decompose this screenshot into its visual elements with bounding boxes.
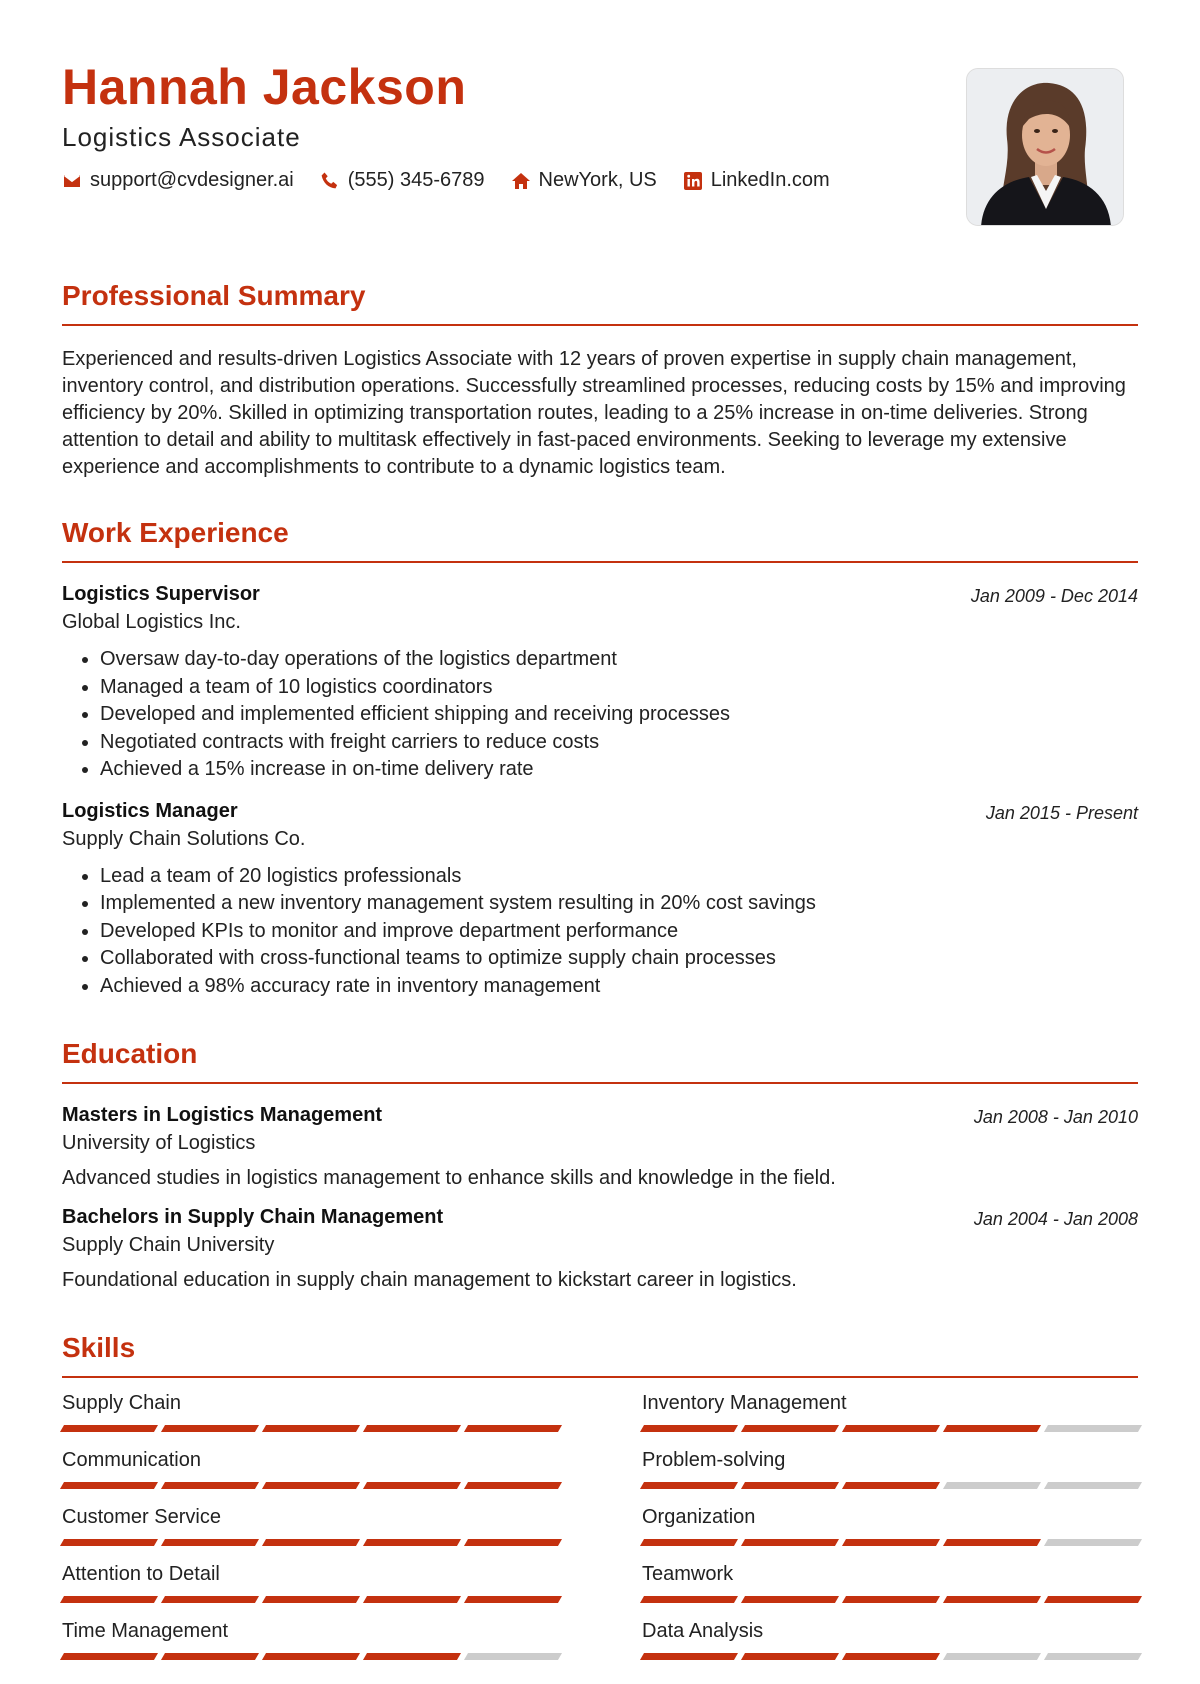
skill-segment-filled	[262, 1653, 360, 1660]
skill-segment-filled	[161, 1653, 259, 1660]
skills-grid	[62, 1392, 1138, 1677]
skill-segment-filled	[363, 1425, 461, 1432]
phone-icon	[320, 171, 340, 191]
skill-segment-filled	[60, 1539, 158, 1546]
skill-segment-empty	[943, 1653, 1041, 1660]
contact-phone[interactable]	[320, 169, 485, 192]
skill-item	[642, 1506, 1147, 1563]
skill-segment-filled	[464, 1425, 562, 1432]
skill-segment-filled	[842, 1482, 940, 1489]
skill-name: Teamwork	[642, 1563, 734, 1585]
skill-segment-filled	[363, 1482, 461, 1489]
education-entry	[62, 1104, 1138, 1190]
skill-item	[642, 1392, 1147, 1449]
skill-segment-empty	[1044, 1425, 1142, 1432]
skill-segment-filled	[943, 1596, 1041, 1603]
candidate-name: Hannah Jackson	[62, 59, 467, 115]
job-company: Supply Chain Solutions Co.	[62, 827, 306, 850]
linkedin-text: LinkedIn.com	[710, 169, 830, 191]
profile-photo	[966, 68, 1124, 226]
skill-segment-filled	[161, 1539, 259, 1546]
education-entry	[62, 1206, 1138, 1292]
contact-location	[511, 169, 657, 192]
skill-rating-bar	[642, 1482, 1147, 1489]
job-bullet: • Developed KPIs to monitor and improve department performance	[100, 918, 1138, 946]
skill-item	[62, 1563, 567, 1620]
contact-linkedin[interactable]	[683, 169, 830, 192]
skill-segment-filled	[363, 1596, 461, 1603]
skill-rating-bar	[642, 1596, 1147, 1603]
job-bullet: • Collaborated with cross-functional teams to optimize supply chain processes	[100, 945, 1138, 973]
job-bullet: • Developed and implemented efficient shipping and receiving processes	[100, 701, 1138, 729]
skill-segment-filled	[60, 1482, 158, 1489]
skill-segment-filled	[161, 1482, 259, 1489]
portrait-image	[967, 69, 1124, 226]
education-dates: Jan 2008 - Jan 2010	[973, 1107, 1138, 1127]
skill-item	[62, 1449, 567, 1506]
envelope-icon	[62, 171, 82, 191]
skill-rating-bar	[62, 1539, 567, 1546]
skill-segment-filled	[640, 1539, 738, 1546]
job-bullet: • Oversaw day-to-day operations of the logistics department	[100, 646, 1138, 674]
job-role: Logistics Supervisor	[62, 583, 260, 605]
skill-segment-filled	[943, 1539, 1041, 1546]
skill-segment-empty	[943, 1482, 1041, 1489]
job-company: Global Logistics Inc.	[62, 611, 241, 633]
skill-segment-filled	[464, 1596, 562, 1603]
job-entry	[62, 583, 1138, 784]
skill-item	[62, 1392, 567, 1449]
skill-segment-empty	[464, 1653, 562, 1660]
skill-segment-filled	[741, 1596, 839, 1603]
skill-segment-filled	[741, 1482, 839, 1489]
skill-segment-filled	[842, 1425, 940, 1432]
summary-heading: Professional Summary	[62, 280, 1138, 326]
linkedin-icon	[683, 171, 703, 191]
education-description: Foundational education in supply chain management to kickstart career in logistics.	[62, 1269, 797, 1291]
skill-rating-bar	[62, 1425, 567, 1432]
skill-name: Organization	[642, 1506, 756, 1528]
job-bullets	[62, 863, 1138, 1001]
skill-segment-filled	[262, 1482, 360, 1489]
education-dates: Jan 2004 - Jan 2008	[973, 1209, 1138, 1229]
skill-segment-filled	[943, 1425, 1041, 1432]
skill-name: Communication	[62, 1449, 201, 1471]
skill-segment-empty	[1044, 1653, 1142, 1660]
job-bullet: • Negotiated contracts with freight carriers to reduce costs	[100, 729, 1138, 757]
skill-rating-bar	[642, 1653, 1147, 1660]
degree-name: Bachelors in Supply Chain Management	[62, 1206, 444, 1228]
home-icon	[511, 171, 531, 191]
skill-item	[642, 1620, 1147, 1677]
job-bullet: • Lead a team of 20 logistics professionals	[100, 863, 1138, 891]
skill-segment-filled	[741, 1539, 839, 1546]
skill-segment-filled	[1044, 1596, 1142, 1603]
skill-segment-filled	[640, 1653, 738, 1660]
skill-rating-bar	[62, 1653, 567, 1660]
skill-segment-filled	[161, 1596, 259, 1603]
skill-segment-filled	[741, 1425, 839, 1432]
skills-section	[62, 1332, 1138, 1677]
job-bullets	[62, 646, 1138, 784]
education-section	[62, 1038, 1138, 1292]
skill-rating-bar	[642, 1425, 1147, 1432]
school-name: University of Logistics	[62, 1132, 256, 1154]
skill-segment-filled	[464, 1482, 562, 1489]
skills-heading: Skills	[62, 1332, 1138, 1378]
skill-segment-filled	[161, 1425, 259, 1432]
skill-name: Supply Chain	[62, 1392, 181, 1414]
skill-segment-filled	[640, 1596, 738, 1603]
skill-name: Time Management	[62, 1620, 228, 1642]
resume-header	[62, 59, 1138, 242]
skill-segment-filled	[262, 1539, 360, 1546]
education-heading: Education	[62, 1038, 1138, 1084]
skill-segment-filled	[842, 1596, 940, 1603]
job-bullet: • Implemented a new inventory management system resulting in 20% cost savings	[100, 890, 1138, 918]
degree-name: Masters in Logistics Management	[62, 1104, 383, 1126]
skill-item	[642, 1449, 1147, 1506]
job-role: Logistics Manager	[62, 799, 238, 822]
job-entry	[62, 800, 1138, 1001]
skill-segment-filled	[60, 1425, 158, 1432]
summary-text: Experienced and results-driven Logistics Associate with 12 years of proven expertise in supply chain management, inventory control, and distribution operations. Successfully streamlined processes, reducing costs by 15% and improving efficiency by 20%. Skilled in optimizing transportation routes, leading to a 25% increase in on-time deliveries. Strong attention to detail and ability to multitask effectively in fast-paced environments. Seeking to leverage my extensive experience and accomplishments to contribute to a dynamic logistics team.	[62, 348, 1126, 478]
skill-rating-bar	[642, 1539, 1147, 1546]
job-dates: Jan 2009 - Dec 2014	[970, 586, 1138, 606]
skill-segment-empty	[1044, 1482, 1142, 1489]
skill-name: Customer Service	[62, 1506, 221, 1528]
location-text: NewYork, US	[538, 169, 657, 191]
skill-name: Data Analysis	[642, 1620, 764, 1642]
skill-segment-filled	[262, 1425, 360, 1432]
skill-segment-filled	[363, 1539, 461, 1546]
skill-segment-filled	[640, 1425, 738, 1432]
experience-heading: Work Experience	[62, 517, 1138, 563]
summary-section	[62, 280, 1138, 481]
skill-segment-filled	[842, 1539, 940, 1546]
skill-segment-filled	[640, 1482, 738, 1489]
email-text: support@cvdesigner.ai	[90, 169, 294, 191]
skill-name: Attention to Detail	[62, 1563, 220, 1585]
skill-rating-bar	[62, 1596, 567, 1603]
skill-segment-filled	[842, 1653, 940, 1660]
job-bullet: • Achieved a 15% increase in on-time delivery rate	[100, 756, 1138, 784]
experience-section	[62, 517, 1138, 1000]
skill-name: Inventory Management	[642, 1392, 847, 1414]
job-bullet: • Achieved a 98% accuracy rate in inventory management	[100, 973, 1138, 1001]
phone-text: (555) 345-6789	[347, 169, 485, 191]
skill-name: Problem-solving	[642, 1449, 786, 1471]
skill-segment-filled	[60, 1596, 158, 1603]
skill-segment-filled	[363, 1653, 461, 1660]
skill-segment-filled	[464, 1539, 562, 1546]
school-name: Supply Chain University	[62, 1234, 275, 1256]
skill-rating-bar	[62, 1482, 567, 1489]
skill-segment-empty	[1044, 1539, 1142, 1546]
job-bullet: • Managed a team of 10 logistics coordinators	[100, 674, 1138, 702]
education-description: Advanced studies in logistics management to enhance skills and knowledge in the field.	[62, 1167, 836, 1189]
skill-segment-filled	[60, 1653, 158, 1660]
job-dates: Jan 2015 - Present	[985, 802, 1138, 823]
skill-item	[642, 1563, 1147, 1620]
skill-segment-filled	[741, 1653, 839, 1660]
contact-email[interactable]	[62, 169, 294, 192]
job-title: Logistics Associate	[62, 122, 301, 152]
skill-item	[62, 1506, 567, 1563]
skill-segment-filled	[262, 1596, 360, 1603]
skill-item	[62, 1620, 567, 1677]
